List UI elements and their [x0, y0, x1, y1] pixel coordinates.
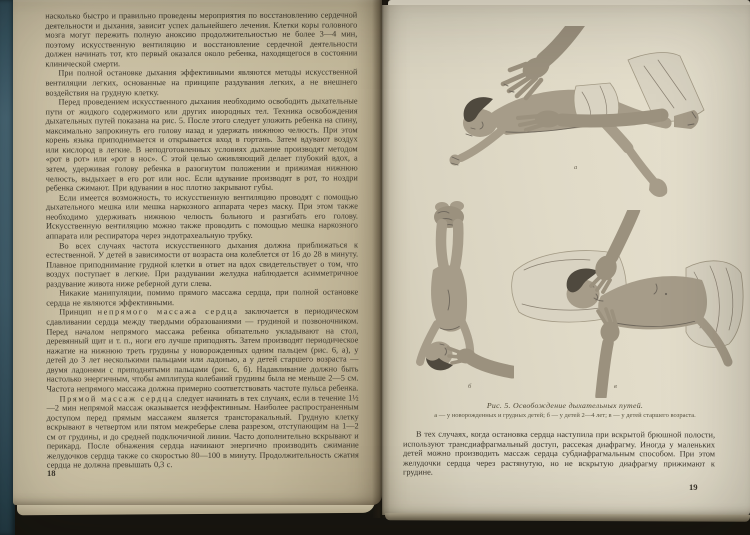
- paragraph: В тех случаях, когда остановка сердца наступила при вскрытой брюшной полости, используют трансдиафрагмальный доступ, рассекая диафрагму. Иногда у маленьких детей можно производить массаж сердца субдиафрагмальным способом. При этом желудочки сердца через растянутую, но не вскрытую диафрагму прижимают к грудине.: [402, 429, 716, 477]
- text-run: Принцип: [59, 307, 98, 317]
- paragraph-indirect-massage: [46, 307, 358, 394]
- figure-label-v: в: [614, 383, 617, 390]
- figure-caption: [398, 401, 732, 420]
- text-run: следует начинать в тех случаях, если в течение 1½—2 мин непрямой массаж оказывается неэффективным. Наиболее распространенным доступом перед прямым массажем является трансторакальный. Грудную клетку вскрывают в четвертом или пятом межреберье слева разрезом, отступающим на 1—2 см от грудины, и до средней подключичной линии. Часто дополнительно вскрывают и перикард. После обнажения сердца начинают энергично производить сжимание желудочков сердца также со скоростью 80—100 в минуту. Продолжительность сжатия сердца не должна превышать 0,3 с.: [46, 392, 359, 470]
- figure-label-a: а: [574, 164, 578, 171]
- figure-caption-title: Рис. 5. Освобождение дыхательных путей.: [486, 401, 644, 410]
- left-page-number: 18: [47, 468, 56, 478]
- figure-caption-subtitle: а — у новорожденных и грудных детей; б — у детей 2—4 лет; в — у детей старшего возраста.: [434, 412, 696, 419]
- figure-label-b: б: [468, 383, 472, 390]
- paragraph: При полной остановке дыхания эффективными являются методы искусственной вентиляции легких, основанные на принципе раздувания легких, а не внешнего воздействия на грудную клетку.: [45, 67, 358, 98]
- left-page-text: [45, 10, 359, 470]
- paragraph: Если имеется возможность, то искусственную вентиляцию проводят с помощью дыхательного мешка или мешка наркозного аппарата через маску. При этом также необходимо удерживать нижнюю челюсть больного и разгибать его голову. Искусственную вентиляцию можно также проводить с помощью мешка наркозного аппарата или респиратора через эндотрахеальную трубку.: [45, 192, 358, 241]
- paragraph: Перед проведением искусственного дыхания необходимо освободить дыхательные пути от жидкого содержимого или других инородных тел. Техника освобождения дыхательных путей показана на рис. 5. После этого следует уложить ребенка на спину, максимально запрокинуть его голову назад и удержать нижнюю челюсть. При этом корень языка приподнимается и открывается вход в гортань. Затем вдувают воздух или кислород в легкие. В неподготовленных условиях дыхание производят методом «рот в рот» или «рот в нос». С этой целью оживляющий делает глубокий вдох, а затем, удерживая голову ребенка в разогнутом положении и прижимая нижнюю челюсть, выдыхает в его рот или нос. Если вдувание производят в рот, то ноздри ребенка сжимают. При вдувании в нос плотно закрывают губы.: [45, 96, 358, 193]
- figure-5a-newborn-illustration: [430, 26, 732, 202]
- paragraph: Никакие манипуляции, помимо прямого массажа сердца, при полной остановке сердца не являются эффективными.: [46, 287, 359, 308]
- emphasized-text: Прямой массаж сердца: [59, 393, 175, 403]
- emphasized-text: непрямого массажа сердца: [97, 307, 239, 317]
- right-page-bottom-edge: [385, 513, 750, 522]
- book-gutter: [372, 0, 390, 518]
- paragraph-direct-massage: [47, 393, 359, 471]
- right-page-text: [403, 430, 715, 479]
- text-run: заключается в периодическом сдавливании сердца между твердыми образованиями — грудиной и позвоночником. Перед началом непрямого массажа ребенка обязательно укладывают на стол, деревянный щит и т. п., ноги его лучше приподнять. Затем производят периодическое нажатие на нижнюю треть грудины у новорожденных одним пальцем (рис. 6, а), у детей до 3 лет несколькими пальцами или ладонью, а у детей старшего возраста — двумя ладонями с приподнятыми пальцами (рис. 6, б). Надавливание должно быть настолько энергичным, чтобы амплитуда колебаний грудины была не меньше 2—5 см. Частота непрямого массажа должна примерно соответствовать частоте пульса ребенка.: [46, 306, 359, 394]
- figure-5v-supine-child-illustration: [506, 210, 744, 398]
- right-page-number: 19: [689, 482, 698, 492]
- figure-5b-upside-down-child-illustration: [396, 198, 514, 393]
- paragraph: насколько быстро и правильно проведены мероприятия по восстановлению сердечной деятельности и дыхания, зависит успех дальнейшего лечения. Клетки коры головного мозга могут пережить полную аноксию продолжительностью не более 3—4 мин, поэтому искусственную вентиляцию и восстановление сердечной деятельности должен начинать тот, кто первый оказался около ребенка, находящегося в состоянии клинической смерти.: [45, 10, 358, 69]
- paragraph: Во всех случаях частота искусственного дыхания должна приближаться к естественной. У детей в зависимости от возраста она колеблется от 16 до 28 в минуту. Плавное приподнимание грудной клетки в ответ на вдох свидетельствует о том, что воздух поступает в легкие. При раздувании желудка наблюдается асимметричное раздувание живота ниже реберной дуги слева.: [46, 239, 359, 289]
